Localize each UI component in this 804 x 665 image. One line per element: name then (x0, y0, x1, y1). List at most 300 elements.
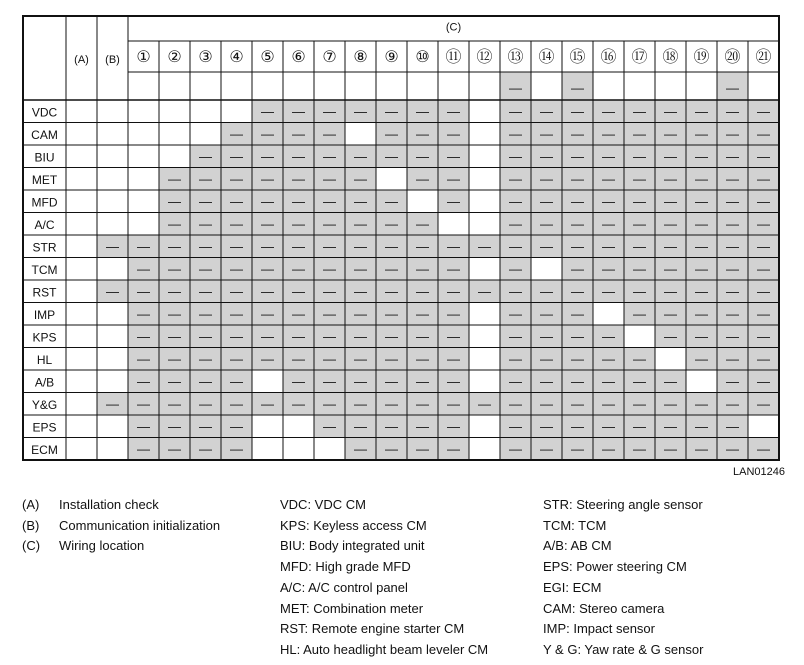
dash-mark: — (571, 306, 584, 322)
legend-item: MFD: High grade MFD (280, 559, 411, 575)
dash-mark: — (292, 396, 305, 412)
row-label: IMP (33, 307, 56, 322)
legend-item: STR: Steering angle sensor (543, 497, 703, 512)
dash-mark: — (695, 396, 708, 412)
legend-item: TCM: TCM (543, 517, 607, 533)
dash-mark: — (323, 193, 336, 209)
row-label: VDC (31, 105, 58, 120)
legend-item: VDC: VDC CM (280, 497, 366, 512)
dash-mark: — (261, 148, 274, 164)
row-label: BIU (34, 150, 55, 165)
dash-mark: — (354, 328, 367, 344)
dash-mark: — (199, 396, 212, 412)
dash-mark: — (695, 193, 708, 209)
dash-mark: — (261, 283, 274, 299)
dash-mark: — (602, 328, 615, 344)
dash-mark: — (726, 238, 739, 254)
column-header-c: ⑱ (662, 49, 679, 66)
dash-mark: — (633, 418, 646, 434)
dash-mark: — (726, 418, 739, 434)
legend-text: Wiring location (59, 538, 145, 554)
dash-mark: — (540, 396, 553, 412)
dash-mark: — (602, 261, 615, 277)
dash-mark: — (199, 261, 212, 277)
dash-mark: — (385, 193, 398, 209)
column-header-b: (B) (105, 54, 120, 66)
dash-mark: — (385, 103, 398, 119)
dash-mark: — (199, 351, 212, 367)
dash-mark: — (726, 261, 739, 277)
dash-mark: — (261, 328, 274, 344)
column-group-label: (C) (445, 21, 462, 34)
dash-mark: — (106, 396, 119, 412)
dash-mark: — (261, 261, 274, 277)
dash-mark: — (292, 171, 305, 187)
dash-mark: — (416, 283, 429, 299)
dash-mark: — (199, 193, 212, 209)
legend-text: Communication initialization (59, 517, 221, 533)
dash-mark: — (385, 418, 398, 434)
dash-mark: — (261, 306, 274, 322)
dash-mark: — (726, 148, 739, 164)
dash-mark: — (540, 441, 553, 457)
row-label: CAM (31, 127, 58, 142)
dash-mark: — (168, 418, 181, 434)
dash-mark: — (602, 351, 615, 367)
dash-mark: — (385, 328, 398, 344)
dash-mark: — (168, 261, 181, 277)
legend-column-modules-2 (543, 495, 703, 661)
dash-mark: — (633, 103, 646, 119)
dash-mark: — (540, 373, 553, 389)
dash-mark: — (416, 441, 429, 457)
dash-mark: — (664, 261, 677, 277)
legend-item: A/B: AB CM (543, 538, 612, 554)
column-header-c: ⑤ (260, 49, 275, 66)
dash-mark: — (354, 351, 367, 367)
dash-mark: — (230, 193, 243, 209)
legend-key: (C) (22, 538, 41, 554)
dash-mark: — (726, 328, 739, 344)
row-label: ECM (31, 442, 58, 457)
dash-mark: — (230, 283, 243, 299)
dash-mark: — (726, 126, 739, 142)
dash-mark: — (664, 306, 677, 322)
dash-mark: — (540, 171, 553, 187)
dash-mark: — (602, 148, 615, 164)
dash-mark: — (168, 193, 181, 209)
dash-mark: — (292, 328, 305, 344)
dash-mark: — (168, 351, 181, 367)
dash-mark: — (230, 306, 243, 322)
dash-mark: — (447, 396, 460, 412)
dash-mark: — (323, 306, 336, 322)
dash-mark: — (571, 148, 584, 164)
dash-mark: — (664, 171, 677, 187)
dash-mark: — (602, 441, 615, 457)
dash-mark: — (385, 306, 398, 322)
dash-mark: — (695, 261, 708, 277)
dash-mark: — (633, 396, 646, 412)
dash-mark: — (230, 261, 243, 277)
dash-mark: — (540, 126, 553, 142)
dash-mark: — (571, 216, 584, 232)
dash-mark: — (571, 103, 584, 119)
dash-mark: — (137, 306, 150, 322)
dash-mark: — (168, 441, 181, 457)
dash-mark: — (354, 418, 367, 434)
dash-mark: — (292, 283, 305, 299)
dash-mark: — (385, 148, 398, 164)
row-label: A/B (34, 375, 55, 390)
dash-mark: — (261, 238, 274, 254)
dash-mark: — (292, 238, 305, 254)
dash-mark: — (695, 238, 708, 254)
dash-mark: — (478, 283, 491, 299)
dash-mark: — (261, 126, 274, 142)
dash-mark: — (323, 216, 336, 232)
row-label: KPS (32, 330, 57, 345)
column-header-c: ② (167, 49, 182, 66)
column-header-c: ⑫ (476, 49, 493, 66)
dash-mark: — (230, 418, 243, 434)
dash-mark: — (416, 171, 429, 187)
row-label: RST (32, 285, 57, 300)
column-header-c: ④ (229, 49, 244, 66)
column-header-c: ⑦ (322, 49, 337, 66)
dash-mark: — (633, 216, 646, 232)
dash-mark: — (602, 216, 615, 232)
dash-mark: — (261, 171, 274, 187)
dash-mark: — (540, 306, 553, 322)
dash-mark: — (757, 126, 770, 142)
legend-key: (B) (22, 517, 40, 533)
dash-mark: — (323, 261, 336, 277)
dash-mark: — (199, 283, 212, 299)
dash-mark: — (323, 328, 336, 344)
column-header-c: ⑧ (353, 49, 368, 66)
dash-mark: — (168, 171, 181, 187)
dash-mark: — (261, 351, 274, 367)
dash-mark: — (509, 396, 522, 412)
dash-mark: — (323, 396, 336, 412)
dash-mark: — (602, 238, 615, 254)
dash-mark: — (230, 126, 243, 142)
legend-item: Y & G: Yaw rate & G sensor (543, 641, 704, 657)
dash-mark: — (540, 103, 553, 119)
dash-mark: — (416, 261, 429, 277)
legend-item: MET: Combination meter (280, 600, 424, 616)
legend-item: EPS: Power steering CM (543, 559, 687, 575)
dash-mark: — (633, 351, 646, 367)
dash-mark: — (292, 193, 305, 209)
dash-mark: — (571, 80, 584, 96)
dash-mark: — (509, 373, 522, 389)
dash-mark: — (261, 103, 274, 119)
dash-mark: — (447, 238, 460, 254)
column-header-c: ⑬ (507, 49, 524, 66)
dash-mark: — (447, 441, 460, 457)
dash-mark: — (664, 441, 677, 457)
dash-mark: — (509, 193, 522, 209)
dash-mark: — (726, 396, 739, 412)
dash-mark: — (509, 103, 522, 119)
dash-mark: — (199, 148, 212, 164)
dash-mark: — (416, 126, 429, 142)
dash-mark: — (664, 148, 677, 164)
dash-mark: — (695, 103, 708, 119)
dash-mark: — (199, 328, 212, 344)
dash-mark: — (199, 216, 212, 232)
dash-mark: — (571, 418, 584, 434)
legend-item: IMP: Impact sensor (543, 621, 655, 637)
dash-mark: — (757, 373, 770, 389)
dash-mark: — (354, 396, 367, 412)
dash-mark: — (447, 126, 460, 142)
dash-mark: — (292, 351, 305, 367)
column-header-c: ⑮ (569, 49, 586, 66)
dash-mark: — (230, 396, 243, 412)
dash-mark: — (416, 328, 429, 344)
dash-mark: — (447, 328, 460, 344)
dash-mark: — (695, 216, 708, 232)
column-header-c: ⑩ (415, 49, 430, 66)
dash-mark: — (323, 351, 336, 367)
dash-mark: — (757, 396, 770, 412)
dash-mark: — (447, 193, 460, 209)
legend-item (22, 536, 220, 557)
dash-mark: — (509, 126, 522, 142)
dash-mark: — (757, 351, 770, 367)
dash-mark: — (416, 418, 429, 434)
dash-mark: — (292, 306, 305, 322)
dash-mark: — (385, 441, 398, 457)
dash-mark: — (633, 306, 646, 322)
dash-mark: — (602, 283, 615, 299)
dash-mark: — (447, 261, 460, 277)
dash-mark: — (230, 216, 243, 232)
dash-mark: — (664, 283, 677, 299)
dash-mark: — (664, 328, 677, 344)
dash-mark: — (137, 283, 150, 299)
dash-mark: — (261, 193, 274, 209)
dash-mark: — (726, 171, 739, 187)
dash-mark: — (571, 373, 584, 389)
dash-mark: — (199, 441, 212, 457)
dash-mark: — (664, 216, 677, 232)
legend-key: (A) (22, 497, 40, 512)
dash-mark: — (726, 373, 739, 389)
dash-mark: — (292, 373, 305, 389)
dash-mark: — (168, 306, 181, 322)
dash-mark: — (726, 216, 739, 232)
dash-mark: — (602, 103, 615, 119)
dash-mark: — (385, 238, 398, 254)
legend-text: Installation check (59, 497, 159, 512)
dash-mark: — (664, 193, 677, 209)
row-label: EPS (32, 420, 57, 435)
dash-mark: — (695, 441, 708, 457)
dash-mark: — (695, 126, 708, 142)
dash-mark: — (602, 418, 615, 434)
dash-mark: — (757, 261, 770, 277)
dash-mark: — (509, 80, 522, 96)
dash-mark: — (354, 238, 367, 254)
dash-mark: — (137, 396, 150, 412)
dash-mark: — (509, 441, 522, 457)
legend-item (22, 495, 220, 516)
column-header-c: ⑰ (631, 49, 648, 66)
dash-mark: — (757, 283, 770, 299)
dash-mark: — (323, 238, 336, 254)
dash-mark: — (757, 238, 770, 254)
dash-mark: — (664, 126, 677, 142)
dash-mark: — (137, 351, 150, 367)
dash-mark: — (571, 238, 584, 254)
dash-mark: — (447, 148, 460, 164)
dash-mark: — (726, 283, 739, 299)
dash-mark: — (540, 193, 553, 209)
dash-mark: — (230, 171, 243, 187)
dash-mark: — (354, 148, 367, 164)
dash-mark: — (230, 373, 243, 389)
legend-item: RST: Remote engine starter CM (280, 621, 465, 637)
legend-item: HL: Auto headlight beam leveler CM (280, 641, 489, 657)
dash-mark: — (602, 126, 615, 142)
dash-mark: — (633, 441, 646, 457)
dash-mark: — (447, 351, 460, 367)
dash-mark: — (137, 238, 150, 254)
dash-mark: — (137, 373, 150, 389)
dash-mark: — (199, 171, 212, 187)
dash-mark: — (726, 193, 739, 209)
dash-mark: — (292, 103, 305, 119)
column-header-c: ③ (198, 49, 213, 66)
dash-mark: — (385, 396, 398, 412)
dash-mark: — (416, 238, 429, 254)
row-label: MFD (31, 195, 58, 210)
column-header-c: ⑲ (693, 49, 710, 66)
dash-mark: — (137, 261, 150, 277)
column-header-c: ⑳ (724, 49, 741, 66)
dash-mark: — (354, 283, 367, 299)
dash-mark: — (323, 148, 336, 164)
dash-mark: — (633, 148, 646, 164)
dash-mark: — (292, 126, 305, 142)
dash-mark: — (664, 238, 677, 254)
dash-mark: — (664, 373, 677, 389)
dash-mark: — (447, 418, 460, 434)
dash-mark: — (354, 441, 367, 457)
dash-mark: — (633, 171, 646, 187)
dash-mark: — (633, 238, 646, 254)
legend-item: EGI: ECM (543, 579, 602, 595)
dash-mark: — (354, 306, 367, 322)
dash-mark: — (385, 261, 398, 277)
dash-mark: — (757, 328, 770, 344)
dash-mark: — (354, 171, 367, 187)
dash-mark: — (354, 261, 367, 277)
dash-mark: — (695, 328, 708, 344)
dash-mark: — (447, 373, 460, 389)
dash-mark: — (323, 418, 336, 434)
dash-mark: — (106, 283, 119, 299)
column-header-c: ⑥ (291, 49, 306, 66)
dash-mark: — (354, 193, 367, 209)
column-header-c: ① (136, 49, 151, 66)
dash-mark: — (168, 328, 181, 344)
dash-mark: — (168, 396, 181, 412)
dash-mark: — (261, 396, 274, 412)
dash-mark: — (664, 396, 677, 412)
dash-mark: — (509, 283, 522, 299)
dash-mark: — (509, 418, 522, 434)
dash-mark: — (230, 351, 243, 367)
dash-mark: — (695, 283, 708, 299)
dash-mark: — (385, 216, 398, 232)
dash-mark: — (509, 238, 522, 254)
row-label: TCM (31, 262, 58, 277)
dash-mark: — (509, 261, 522, 277)
dash-mark: — (416, 306, 429, 322)
dash-mark: — (757, 103, 770, 119)
dash-mark: — (509, 328, 522, 344)
dash-mark: — (695, 418, 708, 434)
row-label: STR (32, 240, 57, 255)
dash-mark: — (664, 103, 677, 119)
column-header-c: ⑨ (384, 49, 399, 66)
dash-mark: — (695, 351, 708, 367)
dash-mark: — (757, 193, 770, 209)
dash-mark: — (633, 193, 646, 209)
dash-mark: — (199, 238, 212, 254)
dash-mark: — (416, 148, 429, 164)
legend-item: A/C: A/C control panel (280, 579, 408, 595)
legend-item: BIU: Body integrated unit (280, 538, 425, 554)
dash-mark: — (385, 126, 398, 142)
dash-mark: — (602, 373, 615, 389)
dash-mark: — (385, 283, 398, 299)
dash-mark: — (168, 373, 181, 389)
dash-mark: — (602, 193, 615, 209)
dash-mark: — (633, 261, 646, 277)
column-header-c: ⑯ (600, 49, 617, 66)
dash-mark: — (726, 441, 739, 457)
dash-mark: — (416, 216, 429, 232)
dash-mark: — (540, 216, 553, 232)
dash-mark: — (540, 283, 553, 299)
dash-mark: — (509, 148, 522, 164)
dash-mark: — (571, 328, 584, 344)
dash-mark: — (540, 328, 553, 344)
dash-mark: — (323, 283, 336, 299)
dash-mark: — (602, 396, 615, 412)
dash-mark: — (757, 441, 770, 457)
dash-mark: — (447, 171, 460, 187)
dash-mark: — (509, 306, 522, 322)
row-label: MET (31, 172, 58, 187)
dash-mark: — (726, 351, 739, 367)
dash-mark: — (478, 238, 491, 254)
dash-mark: — (416, 396, 429, 412)
dash-mark: — (509, 351, 522, 367)
legend-column-modules-1 (280, 495, 488, 661)
dash-mark: — (757, 148, 770, 164)
legend-item (22, 516, 220, 537)
dash-mark: — (230, 238, 243, 254)
dash-mark: — (168, 238, 181, 254)
dash-mark: — (540, 418, 553, 434)
